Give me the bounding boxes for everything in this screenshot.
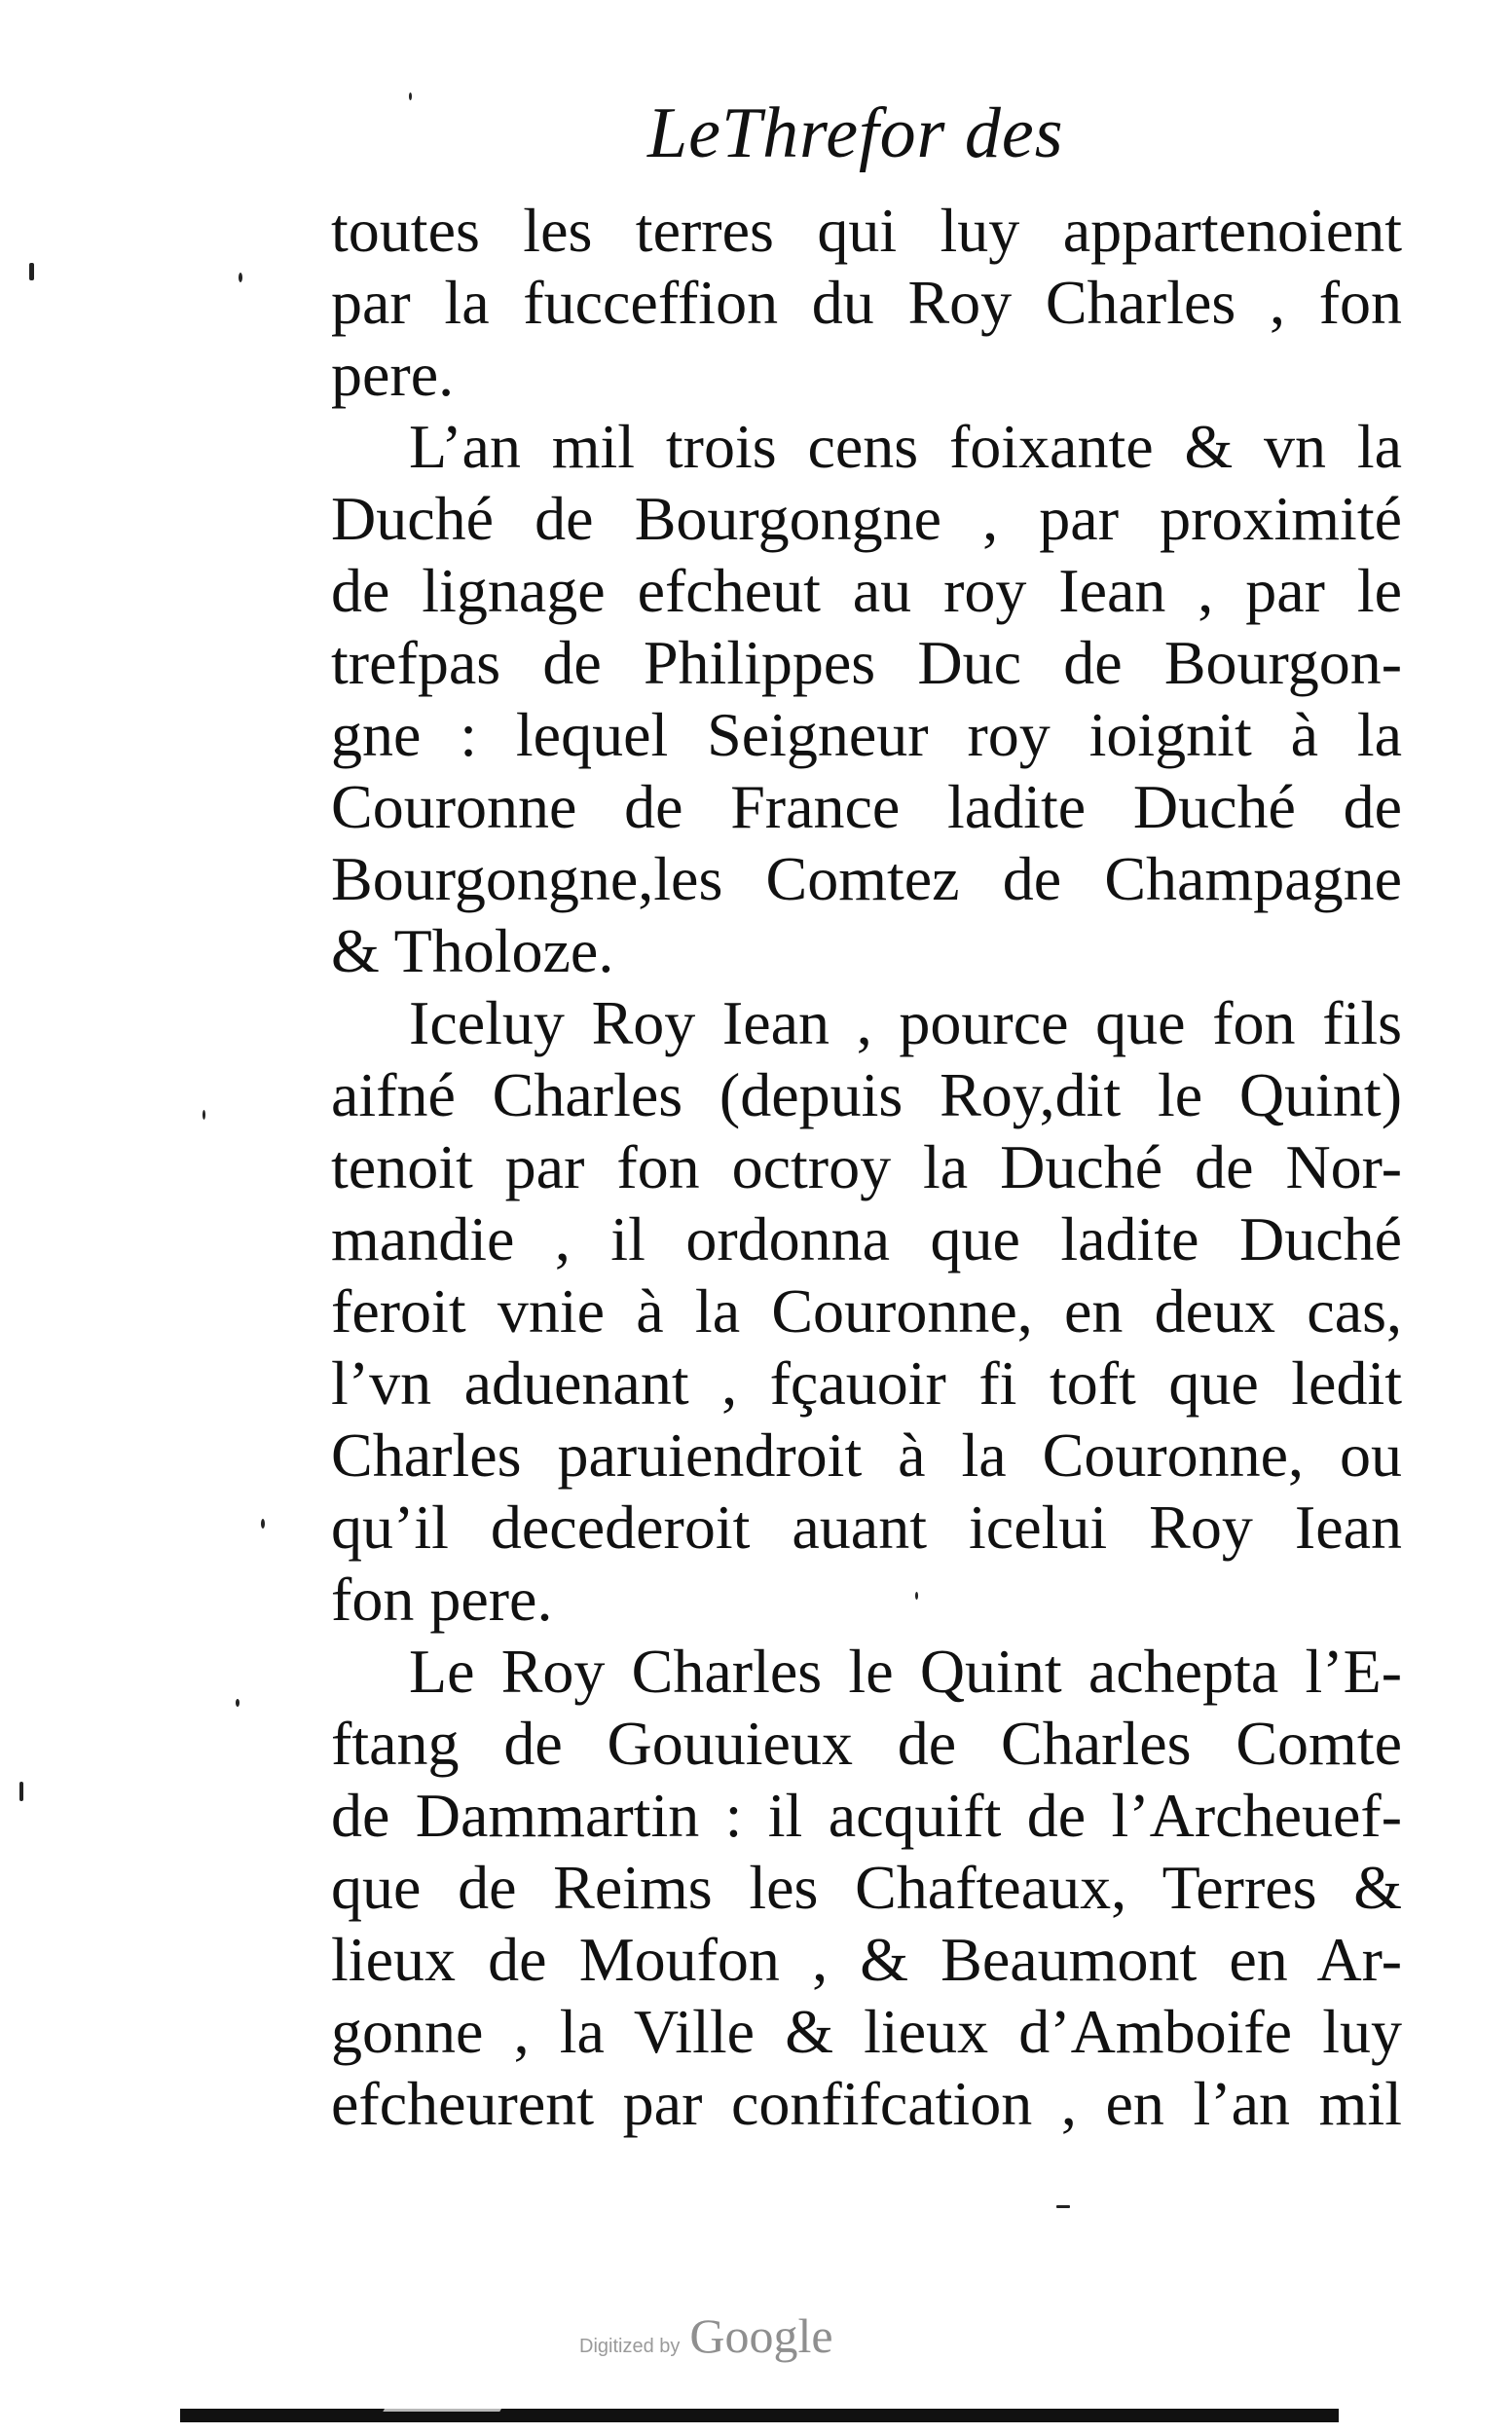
text-line: & Tholoze. xyxy=(331,916,614,985)
text-line: gonne , la Ville & lieux d’Amboife luy xyxy=(331,1997,1402,2066)
text-line: de Dammartin : il acquift de l’Archeuef- xyxy=(331,1781,1402,1850)
scan-speck xyxy=(29,263,34,280)
watermark-brand: Google xyxy=(689,2308,833,2363)
scan-speck xyxy=(915,1592,918,1600)
text-line: gne : lequel Seigneur roy ioignit à la xyxy=(331,700,1402,769)
text-line: trefpas de Philippes Duc de Bourgon- xyxy=(331,628,1402,697)
text-line: l’vn aduenant , fçauoir fi toft que ledit xyxy=(331,1348,1402,1418)
scan-speck xyxy=(409,92,412,100)
body-text xyxy=(331,195,1402,2140)
scan-speck xyxy=(236,1699,240,1707)
digitization-watermark xyxy=(579,2307,833,2364)
text-line: Bourgongne,les Comtez de Champagne xyxy=(331,844,1402,913)
scan-speck xyxy=(203,1110,205,1120)
text-line: aifné Charles (depuis Roy,dit le Quint) xyxy=(331,1060,1402,1129)
scan-speck xyxy=(261,1519,265,1529)
text-line: Couronne de France ladite Duché de xyxy=(331,772,1402,841)
watermark-prefix: Digitized by xyxy=(579,2336,681,2357)
text-line: ftang de Gouuieux de Charles Comte xyxy=(331,1709,1402,1778)
text-line: fon pere. xyxy=(331,1565,553,1634)
text-line: Charles paruiendroit à la Couronne, ou xyxy=(331,1420,1402,1490)
scan-speck xyxy=(1056,2205,1070,2208)
running-header: LeThrefor des xyxy=(647,93,1064,173)
text-line: lieux de Moufon , & Beaumont en Ar- xyxy=(331,1925,1402,1994)
text-line: feroit vnie à la Couronne, en deux cas, xyxy=(331,1276,1402,1346)
text-line: efcheurent par confifcation , en l’an mil xyxy=(331,2069,1402,2138)
paragraph-start-line: L’an mil trois cens foixante & vn la xyxy=(409,412,1402,481)
scan-speck xyxy=(19,1782,23,1801)
scan-speck xyxy=(239,273,242,282)
text-line: tenoit par fon octroy la Duché de Nor- xyxy=(331,1132,1402,1201)
text-line: toutes les terres qui luy appartenoient xyxy=(331,196,1402,265)
paragraph-start-line: Iceluy Roy Iean , pource que fon fils xyxy=(409,988,1402,1057)
text-line: mandie , il ordonna que ladite Duché xyxy=(331,1204,1402,1273)
text-line: par la fucceffion du Roy Charles , fon xyxy=(331,268,1402,337)
text-line: qu’il decederoit auant icelui Roy Iean xyxy=(331,1493,1402,1562)
text-line: que de Reims les Chafteaux, Terres & xyxy=(331,1853,1402,1922)
text-line: pere. xyxy=(331,340,455,409)
text-line: de lignage efcheut au roy Iean , par le xyxy=(331,556,1402,625)
paragraph-start-line: Le Roy Charles le Quint achepta l’E- xyxy=(409,1637,1402,1706)
scan-edge-bar xyxy=(180,2409,1339,2422)
text-line: Duché de Bourgongne , par proximité xyxy=(331,484,1402,553)
